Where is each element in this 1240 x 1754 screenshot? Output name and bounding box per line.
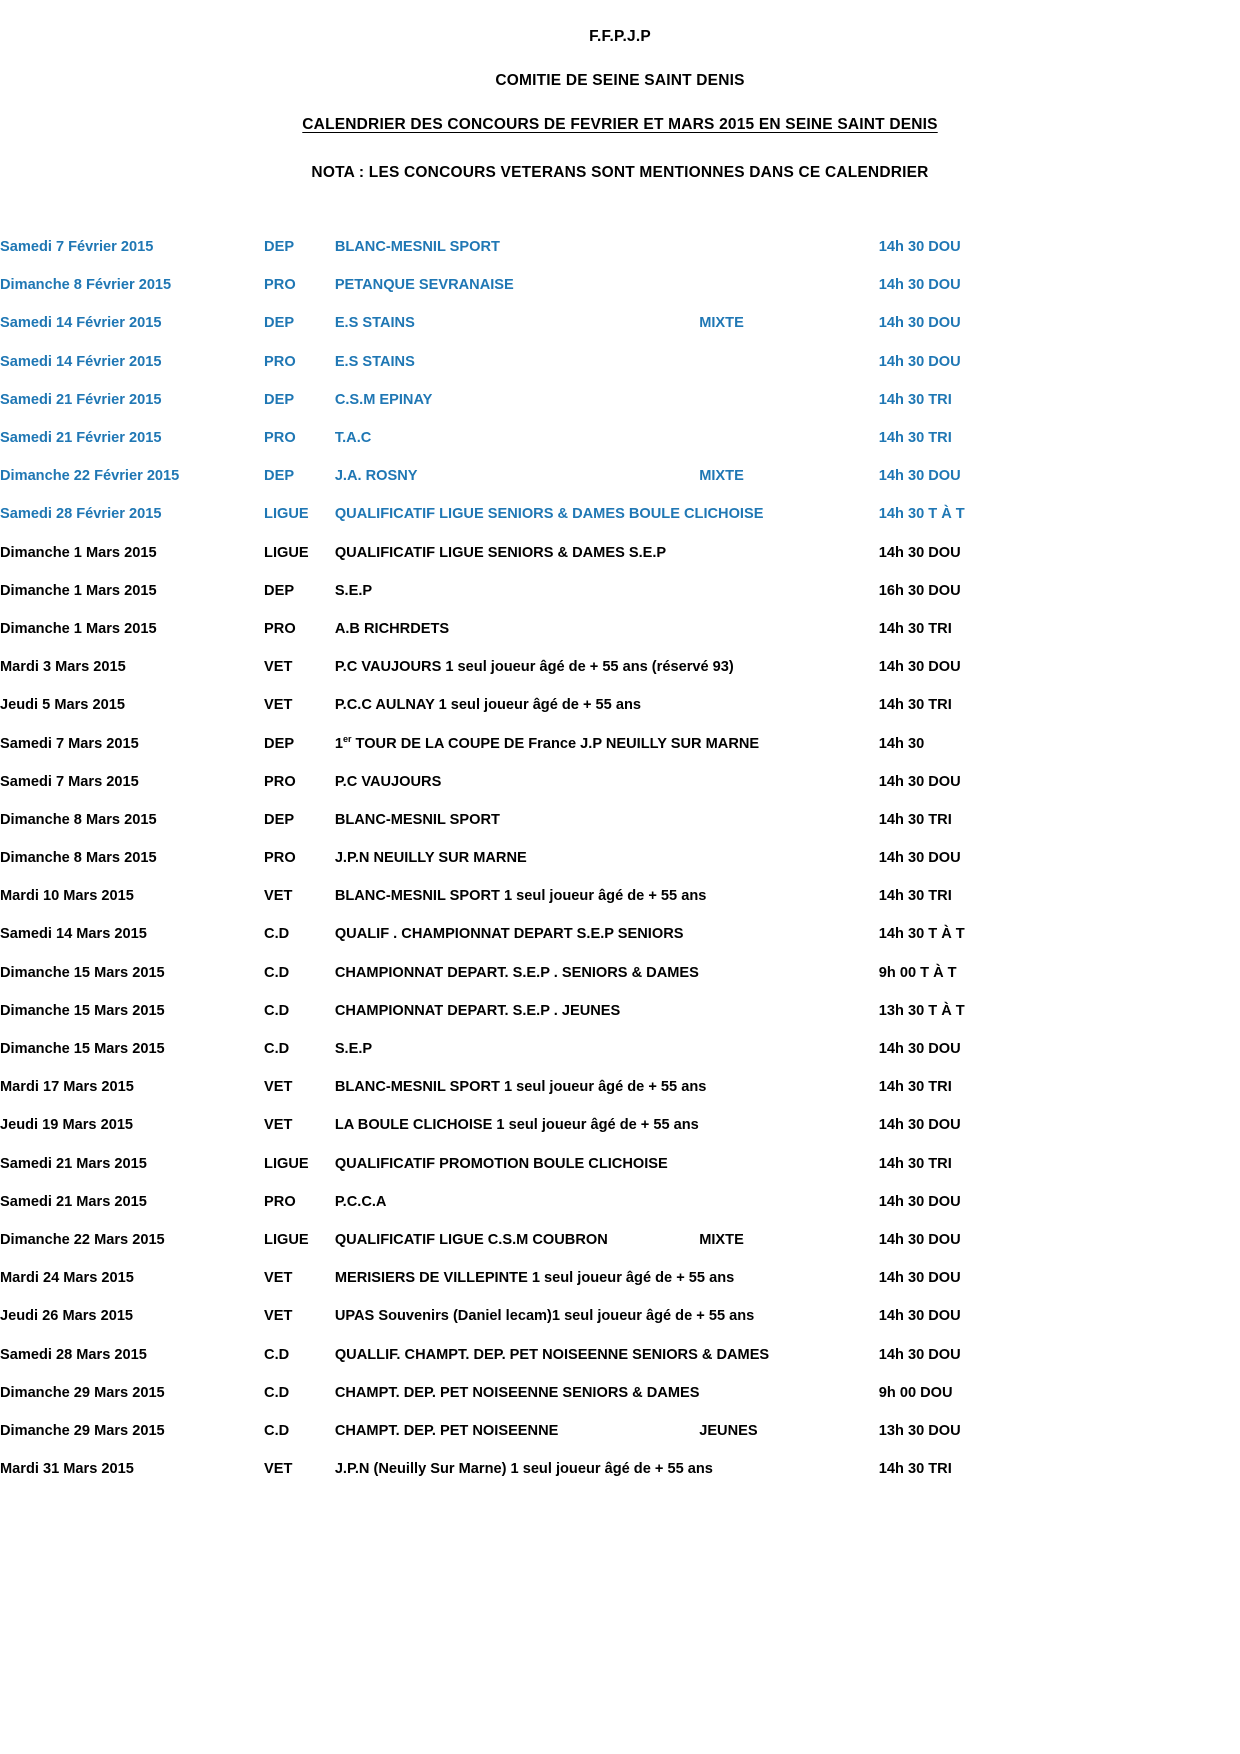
row-date-cell: Dimanche 15 Mars 2015 (0, 1002, 165, 1019)
table-row (0, 1068, 1240, 1106)
table-row (0, 1183, 1240, 1221)
row-venue-cell: J.A. ROSNY (334, 468, 418, 485)
row-date-cell: Mardi 31 Mars 2015 (0, 1461, 134, 1478)
row-spacer-cell (1069, 495, 1240, 533)
table-row (0, 724, 1240, 762)
row-spacer-cell (1069, 343, 1240, 381)
row-marker-cell: MIXTE (699, 468, 744, 485)
row-time-cell: 9h 00 DOU (878, 1384, 953, 1401)
document-header (0, 0, 1240, 182)
row-category-cell: VET (264, 659, 293, 676)
row-venue-cell: QUALLIF. CHAMPT. DEP. PET NOISEENNE SENIORS & DAMES (334, 1346, 770, 1363)
row-category-cell: PRO (264, 277, 296, 294)
row-spacer-cell (1069, 648, 1240, 686)
row-spacer-cell (1069, 304, 1240, 342)
row-time-cell: 14h 30 DOU (878, 773, 961, 790)
row-venue-cell: S.E.P (334, 582, 373, 599)
row-spacer-cell (1069, 1068, 1240, 1106)
row-date-cell: Dimanche 22 Février 2015 (0, 468, 180, 485)
row-date-cell: Dimanche 1 Mars 2015 (0, 582, 157, 599)
row-category-cell: VET (264, 1117, 293, 1134)
table-row (0, 954, 1240, 992)
row-date-cell: Dimanche 29 Mars 2015 (0, 1422, 165, 1439)
row-date-cell: Mardi 17 Mars 2015 (0, 1079, 134, 1096)
table-row (0, 686, 1240, 724)
row-spacer-cell (1069, 839, 1240, 877)
row-category-cell: C.D (264, 964, 290, 981)
committee-name: COMITIE DE SEINE SAINT DENIS (495, 72, 745, 89)
row-time-cell: 14h 30 T À T (878, 506, 965, 523)
table-row (0, 1030, 1240, 1068)
row-spacer-cell (1069, 572, 1240, 610)
table-row (0, 1259, 1240, 1297)
row-time-cell: 14h 30 TRI (878, 391, 952, 408)
competition-schedule-table (0, 228, 1240, 1488)
row-time-cell: 14h 30 TRI (878, 697, 952, 714)
row-marker-cell (699, 228, 879, 266)
row-date-cell: Dimanche 8 Mars 2015 (0, 811, 157, 828)
table-row (0, 1335, 1240, 1373)
table-row (0, 610, 1240, 648)
row-marker-cell (699, 686, 879, 724)
row-category-cell: DEP (264, 391, 295, 408)
row-date-cell: Mardi 3 Mars 2015 (0, 659, 126, 676)
row-date-cell: Jeudi 5 Mars 2015 (0, 697, 125, 714)
table-row (0, 572, 1240, 610)
row-venue-cell: P.C.C.A (334, 1193, 387, 1210)
row-spacer-cell (1069, 534, 1240, 572)
row-spacer-cell (1069, 1259, 1240, 1297)
row-category-cell: DEP (264, 239, 295, 256)
row-time-cell: 14h 30 TRI (878, 811, 952, 828)
row-time-cell: 14h 30 TRI (878, 620, 952, 637)
row-venue-cell: LA BOULE CLICHOISE 1 seul joueur âgé de + 55 ans (334, 1117, 699, 1134)
row-date-cell: Dimanche 22 Mars 2015 (0, 1231, 165, 1248)
table-row (0, 1145, 1240, 1183)
table-row (0, 877, 1240, 915)
row-date-cell: Samedi 7 Mars 2015 (0, 735, 139, 752)
row-spacer-cell (1069, 724, 1240, 762)
row-venue-cell: CHAMPT. DEP. PET NOISEENNE SENIORS & DAMES (334, 1384, 700, 1401)
row-category-cell: DEP (264, 735, 295, 752)
table-row (0, 801, 1240, 839)
row-marker-cell: MIXTE (699, 1231, 744, 1248)
row-spacer-cell (1069, 915, 1240, 953)
row-date-cell: Samedi 14 Février 2015 (0, 315, 162, 332)
row-marker-cell (699, 954, 879, 992)
row-category-cell: DEP (264, 315, 295, 332)
row-category-cell: C.D (264, 926, 290, 943)
row-date-cell: Dimanche 8 Février 2015 (0, 277, 172, 294)
row-time-cell: 14h 30 DOU (878, 544, 961, 561)
row-time-cell: 9h 00 T À T (878, 964, 957, 981)
row-time-cell: 14h 30 TRI (878, 430, 952, 447)
row-spacer-cell (1069, 610, 1240, 648)
row-venue-cell: P.C.C AULNAY 1 seul joueur âgé de + 55 ans (334, 697, 641, 714)
page-title: CALENDRIER DES CONCOURS DE FEVRIER ET MARS 2015 EN SEINE SAINT DENIS (302, 116, 938, 133)
row-venue-cell: BLANC-MESNIL SPORT 1 seul joueur âgé de + 55 ans (334, 1079, 707, 1096)
row-date-cell: Samedi 21 Février 2015 (0, 430, 162, 447)
table-row (0, 1450, 1240, 1488)
row-date-cell: Samedi 21 Mars 2015 (0, 1155, 147, 1172)
table-row (0, 266, 1240, 304)
row-category-cell: VET (264, 697, 293, 714)
row-category-cell: LIGUE (264, 506, 309, 523)
row-venue-cell: UPAS Souvenirs (Daniel lecam)1 seul joueur âgé de + 55 ans (334, 1308, 755, 1325)
row-time-cell: 14h 30 T À T (878, 926, 965, 943)
row-venue-cell: BLANC-MESNIL SPORT (334, 239, 500, 256)
row-time-cell: 14h 30 DOU (878, 315, 961, 332)
row-spacer-cell (1069, 228, 1240, 266)
table-row (0, 763, 1240, 801)
row-venue-cell: QUALIFICATIF LIGUE C.S.M COUBRON (334, 1231, 608, 1248)
row-date-cell: Samedi 7 Février 2015 (0, 239, 154, 256)
federation-name: F.F.P.J.P (589, 28, 651, 45)
row-time-cell: 14h 30 DOU (878, 1270, 961, 1287)
row-category-cell: PRO (264, 1193, 296, 1210)
row-date-cell: Samedi 14 Mars 2015 (0, 926, 147, 943)
row-category-cell: PRO (264, 850, 296, 867)
row-spacer-cell (1069, 954, 1240, 992)
row-marker-cell (699, 610, 879, 648)
row-venue-cell: CHAMPIONNAT DEPART. S.E.P . JEUNES (334, 1002, 621, 1019)
row-venue-cell: S.E.P (334, 1041, 373, 1058)
row-venue-cell: J.P.N NEUILLY SUR MARNE (334, 850, 527, 867)
table-row (0, 534, 1240, 572)
table-row (0, 915, 1240, 953)
row-date-cell: Dimanche 8 Mars 2015 (0, 850, 157, 867)
row-date-cell: Samedi 14 Février 2015 (0, 353, 162, 370)
row-category-cell: VET (264, 888, 293, 905)
row-time-cell: 14h 30 DOU (878, 277, 961, 294)
row-venue-cell: MERISIERS DE VILLEPINTE 1 seul joueur âgé de + 55 ans (334, 1270, 735, 1287)
row-marker-cell (699, 801, 879, 839)
table-row (0, 648, 1240, 686)
row-category-cell: C.D (264, 1384, 290, 1401)
row-time-cell: 14h 30 DOU (878, 850, 961, 867)
row-category-cell: VET (264, 1461, 293, 1478)
row-category-cell: C.D (264, 1002, 290, 1019)
row-category-cell: LIGUE (264, 544, 309, 561)
row-spacer-cell (1069, 1106, 1240, 1144)
table-row (0, 839, 1240, 877)
row-venue-cell: QUALIFICATIF PROMOTION BOULE CLICHOISE (334, 1155, 668, 1172)
row-time-cell: 14h 30 DOU (878, 1346, 961, 1363)
row-category-cell: VET (264, 1270, 293, 1287)
row-category-cell: PRO (264, 620, 296, 637)
row-spacer-cell (1069, 992, 1240, 1030)
row-date-cell: Samedi 21 Février 2015 (0, 391, 162, 408)
row-venue-cell: J.P.N (Neuilly Sur Marne) 1 seul joueur âgé de + 55 ans (334, 1461, 713, 1478)
row-date-cell: Dimanche 29 Mars 2015 (0, 1384, 165, 1401)
row-time-cell: 13h 30 T À T (878, 1002, 965, 1019)
row-time-cell: 14h 30 DOU (878, 1041, 961, 1058)
row-category-cell: LIGUE (264, 1231, 309, 1248)
row-time-cell: 16h 30 DOU (878, 582, 961, 599)
row-marker-cell (699, 1374, 879, 1412)
table-row (0, 1106, 1240, 1144)
row-spacer-cell (1069, 686, 1240, 724)
row-spacer-cell (1069, 419, 1240, 457)
row-date-cell: Samedi 7 Mars 2015 (0, 773, 139, 790)
table-row (0, 228, 1240, 266)
row-spacer-cell (1069, 1221, 1240, 1259)
row-time-cell: 14h 30 TRI (878, 1155, 952, 1172)
row-marker-cell (699, 266, 879, 304)
table-row (0, 1221, 1240, 1259)
row-spacer-cell (1069, 1183, 1240, 1221)
row-marker-cell (699, 572, 879, 610)
table-row (0, 495, 1240, 533)
row-marker-cell (699, 1145, 879, 1183)
row-marker-cell (699, 839, 879, 877)
row-category-cell: VET (264, 1079, 293, 1096)
row-category-cell: C.D (264, 1422, 290, 1439)
row-marker-cell: JEUNES (699, 1422, 758, 1439)
row-venue-cell: BLANC-MESNIL SPORT 1 seul joueur âgé de + 55 ans (334, 888, 707, 905)
row-spacer-cell (1069, 763, 1240, 801)
row-spacer-cell (1069, 381, 1240, 419)
row-venue-cell: C.S.M EPINAY (334, 391, 433, 408)
row-spacer-cell (1069, 1297, 1240, 1335)
table-row (0, 304, 1240, 342)
row-venue-cell: 1er TOUR DE LA COUPE DE France J.P NEUILLY SUR MARNE (334, 733, 760, 752)
row-time-cell: 14h 30 DOU (878, 1308, 961, 1325)
row-marker-cell (699, 877, 879, 915)
row-venue-cell: QUALIF . CHAMPIONNAT DEPART S.E.P SENIORS (334, 926, 684, 943)
table-row (0, 381, 1240, 419)
table-row (0, 1412, 1240, 1450)
row-category-cell: DEP (264, 468, 295, 485)
row-category-cell: PRO (264, 430, 296, 447)
row-date-cell: Dimanche 15 Mars 2015 (0, 1041, 165, 1058)
table-row (0, 1374, 1240, 1412)
row-category-cell: DEP (264, 811, 295, 828)
row-marker-cell: MIXTE (699, 315, 744, 332)
row-time-cell: 14h 30 TRI (878, 888, 952, 905)
table-row (0, 343, 1240, 381)
row-spacer-cell (1069, 457, 1240, 495)
row-marker-cell (699, 992, 879, 1030)
row-time-cell: 14h 30 DOU (878, 239, 961, 256)
row-venue-cell: P.C VAUJOURS (334, 773, 442, 790)
row-marker-cell (699, 419, 879, 457)
row-category-cell: DEP (264, 582, 295, 599)
table-row (0, 419, 1240, 457)
row-venue-cell: E.S STAINS (334, 315, 415, 332)
row-date-cell: Jeudi 26 Mars 2015 (0, 1308, 134, 1325)
row-marker-cell (699, 1030, 879, 1068)
row-time-cell: 14h 30 DOU (878, 1117, 961, 1134)
row-marker-cell (699, 343, 879, 381)
row-spacer-cell (1069, 1145, 1240, 1183)
row-time-cell: 14h 30 DOU (878, 659, 961, 676)
row-marker-cell (699, 1450, 879, 1488)
row-date-cell: Mardi 24 Mars 2015 (0, 1270, 134, 1287)
row-spacer-cell (1069, 1030, 1240, 1068)
row-date-cell: Dimanche 1 Mars 2015 (0, 620, 157, 637)
row-venue-cell: CHAMPIONNAT DEPART. S.E.P . SENIORS & DAMES (334, 964, 699, 981)
row-marker-cell (699, 381, 879, 419)
row-marker-cell (699, 1106, 879, 1144)
table-row (0, 992, 1240, 1030)
row-marker-cell (699, 1183, 879, 1221)
row-date-cell: Mardi 10 Mars 2015 (0, 888, 134, 905)
row-time-cell: 14h 30 TRI (878, 1461, 952, 1478)
row-time-cell: 14h 30 DOU (878, 468, 961, 485)
table-row (0, 457, 1240, 495)
row-category-cell: LIGUE (264, 1155, 309, 1172)
table-row (0, 1297, 1240, 1335)
row-category-cell: C.D (264, 1041, 290, 1058)
row-venue-cell: T.A.C (334, 430, 372, 447)
row-venue-cell: BLANC-MESNIL SPORT (334, 811, 500, 828)
row-venue-cell: E.S STAINS (334, 353, 415, 370)
row-marker-cell (699, 915, 879, 953)
row-venue-cell: QUALIFICATIF LIGUE SENIORS & DAMES S.E.P (334, 544, 667, 561)
row-marker-cell (699, 763, 879, 801)
row-date-cell: Dimanche 1 Mars 2015 (0, 544, 157, 561)
row-marker-cell (699, 1068, 879, 1106)
row-venue-cell: QUALIFICATIF LIGUE SENIORS & DAMES BOULE CLICHOISE (334, 506, 764, 523)
row-venue-cell: P.C VAUJOURS 1 seul joueur âgé de + 55 ans (réservé 93) (334, 659, 734, 676)
row-time-cell: 14h 30 DOU (878, 353, 961, 370)
row-venue-cell: CHAMPT. DEP. PET NOISEENNE (334, 1422, 559, 1439)
row-spacer-cell (1069, 1450, 1240, 1488)
row-category-cell: PRO (264, 353, 296, 370)
row-date-cell: Samedi 28 Mars 2015 (0, 1346, 147, 1363)
row-spacer-cell (1069, 266, 1240, 304)
row-time-cell: 13h 30 DOU (878, 1422, 961, 1439)
row-time-cell: 14h 30 DOU (878, 1193, 961, 1210)
row-time-cell: 14h 30 (878, 735, 925, 752)
schedule-rows-container (0, 228, 1240, 1488)
nota-note: NOTA : LES CONCOURS VETERANS SONT MENTIONNES DANS CE CALENDRIER (311, 164, 929, 181)
row-marker-cell (699, 534, 879, 572)
row-venue-cell: A.B RICHRDETS (334, 620, 450, 637)
row-spacer-cell (1069, 877, 1240, 915)
row-category-cell: PRO (264, 773, 296, 790)
row-date-cell: Jeudi 19 Mars 2015 (0, 1117, 134, 1134)
row-spacer-cell (1069, 1374, 1240, 1412)
row-category-cell: C.D (264, 1346, 290, 1363)
row-venue-cell: PETANQUE SEVRANAISE (334, 277, 514, 294)
row-date-cell: Dimanche 15 Mars 2015 (0, 964, 165, 981)
row-date-cell: Samedi 21 Mars 2015 (0, 1193, 147, 1210)
row-spacer-cell (1069, 1335, 1240, 1373)
row-time-cell: 14h 30 DOU (878, 1231, 961, 1248)
row-spacer-cell (1069, 801, 1240, 839)
row-category-cell: VET (264, 1308, 293, 1325)
row-date-cell: Samedi 28 Février 2015 (0, 506, 162, 523)
row-time-cell: 14h 30 TRI (878, 1079, 952, 1096)
row-spacer-cell (1069, 1412, 1240, 1450)
